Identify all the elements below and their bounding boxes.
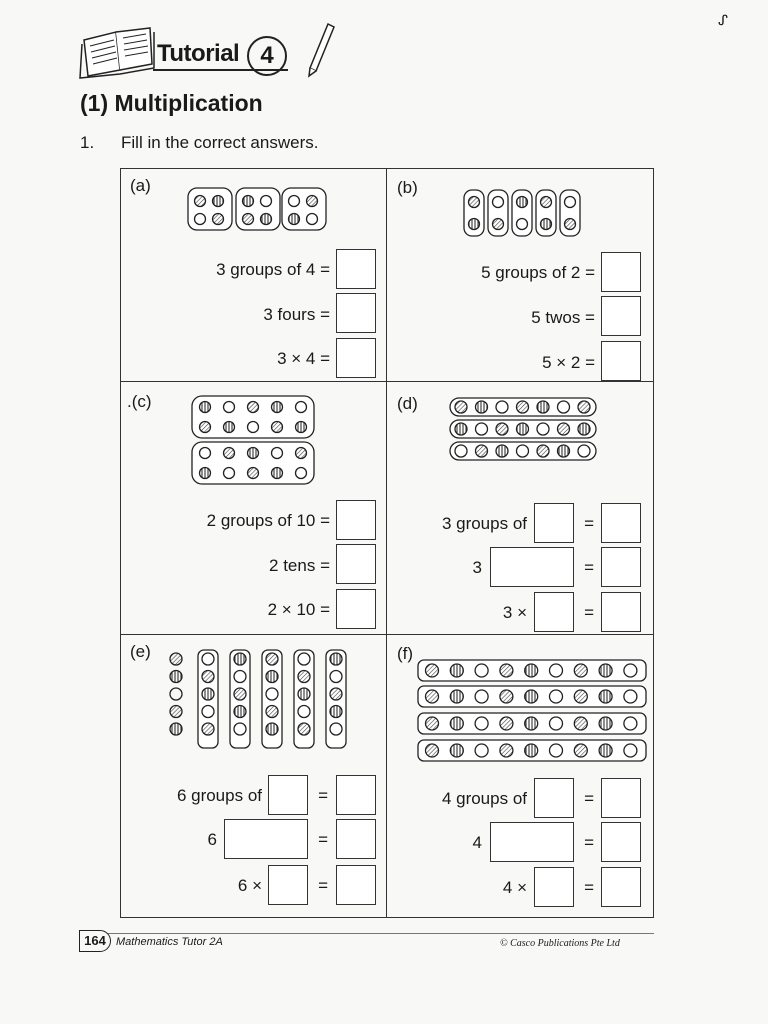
answer-a3-box[interactable] — [336, 338, 376, 378]
cell-b-line3: 5 × 2 = — [542, 353, 595, 372]
answer-c1-box[interactable] — [336, 500, 376, 540]
counter-dot — [525, 744, 538, 757]
counter-dot — [599, 717, 612, 730]
cell-a-line2: 3 fours = — [263, 305, 330, 324]
cell-a-line3: 3 × 4 = — [277, 349, 330, 368]
answer-f6-box[interactable] — [601, 867, 641, 907]
cell-d-line1: 3 groups of — [441, 514, 527, 533]
counter-dot — [266, 706, 278, 718]
cell-d-eq2: = — [584, 558, 594, 577]
cell-d-eq1: = — [584, 514, 594, 533]
counter-dot — [599, 664, 612, 677]
counter-dot — [476, 401, 488, 413]
counter-dot — [272, 468, 283, 479]
counter-dot — [195, 196, 206, 207]
counter-dot — [307, 196, 318, 207]
answer-d1-box[interactable] — [534, 503, 574, 543]
group-frame — [236, 188, 280, 230]
pencil-mark: ᔑ — [718, 12, 728, 28]
counter-dot — [496, 445, 508, 457]
counter-dot — [578, 401, 590, 413]
counter-dot — [298, 723, 310, 735]
counter-dot — [330, 706, 342, 718]
answer-c2-box[interactable] — [336, 544, 376, 584]
counter-dot — [599, 744, 612, 757]
counter-dot — [234, 706, 246, 718]
answer-e4-box[interactable] — [336, 819, 376, 859]
cell-f-line3: 4 × — [502, 878, 527, 897]
counter-dot — [574, 690, 587, 703]
counter-dot — [525, 664, 538, 677]
counter-dot — [517, 197, 528, 208]
counter-dot — [578, 423, 590, 435]
counter-dot — [234, 653, 246, 665]
cell-b-label: (b) — [397, 178, 418, 197]
counter-dot — [298, 671, 310, 683]
counter-dot — [289, 214, 300, 225]
cell-c-line1: 2 groups of 10 = — [206, 511, 330, 530]
counter-dot — [202, 723, 214, 735]
answer-e1-box[interactable] — [268, 775, 308, 815]
cell-d-label: (d) — [397, 394, 418, 413]
counter-dot — [469, 197, 480, 208]
counter-dot — [266, 671, 278, 683]
group-frame — [282, 188, 326, 230]
cell-d-eq3: = — [584, 603, 594, 622]
answer-a2-box[interactable] — [336, 293, 376, 333]
cell-e-label: (e) — [130, 642, 151, 661]
cell-f-eq3: = — [584, 878, 594, 897]
cell-c-label: .(c) — [127, 392, 152, 411]
answer-b3-box[interactable] — [601, 341, 641, 381]
counter-dot — [248, 448, 259, 459]
counter-dot — [296, 422, 307, 433]
counter-dot — [469, 219, 480, 230]
counter-dot — [170, 671, 182, 683]
counter-dot — [330, 653, 342, 665]
tutorial-title: Tutorial — [157, 40, 240, 67]
tutorial-number: 4 — [247, 36, 287, 76]
cell-f-eq2: = — [584, 833, 594, 852]
counter-dot — [243, 214, 254, 225]
counter-dot — [202, 688, 214, 700]
counter-dot — [541, 219, 552, 230]
counter-dot — [517, 401, 529, 413]
answer-f2-box[interactable] — [601, 778, 641, 818]
counter-dot — [200, 468, 211, 479]
counter-dot — [525, 717, 538, 730]
counter-dot — [500, 690, 513, 703]
cell-e-eq3: = — [318, 876, 328, 895]
counter-dot — [426, 664, 439, 677]
counter-dot — [224, 448, 235, 459]
counter-dot — [213, 214, 224, 225]
counter-dot — [234, 688, 246, 700]
answer-f4-box[interactable] — [601, 822, 641, 862]
counter-dot — [272, 402, 283, 413]
book-title: Mathematics Tutor 2A — [116, 936, 223, 948]
cell-e-line2: 6 — [207, 830, 217, 849]
answer-d4-box[interactable] — [601, 547, 641, 587]
counter-dot — [330, 688, 342, 700]
counter-dot — [558, 423, 570, 435]
answer-d2-box[interactable] — [601, 503, 641, 543]
cell-d-line3: 3 × — [502, 603, 527, 622]
counter-dot — [426, 690, 439, 703]
counter-dot — [272, 422, 283, 433]
answer-f3-wide-box[interactable] — [490, 822, 574, 862]
cell-e-line1: 6 groups of — [176, 786, 262, 805]
cell-f-eq1: = — [584, 789, 594, 808]
counter-dot — [170, 688, 182, 700]
counter-dot — [525, 690, 538, 703]
counter-dot — [574, 717, 587, 730]
answer-e5-box[interactable] — [268, 865, 308, 905]
counter-dot — [298, 688, 310, 700]
counter-dot — [248, 402, 259, 413]
cell-f-line1: 4 groups of — [441, 789, 527, 808]
cell-a-line1: 3 groups of 4 = — [216, 260, 330, 279]
counter-dot — [450, 690, 463, 703]
group-frame — [188, 188, 232, 230]
answer-f5-box[interactable] — [534, 867, 574, 907]
counter-dot — [224, 422, 235, 433]
footer-rule — [80, 933, 654, 934]
cell-f-line2: 4 — [472, 833, 482, 852]
open-book-icon — [80, 28, 154, 78]
counter-dot — [574, 664, 587, 677]
counter-dot — [170, 723, 182, 735]
cell-c-line3: 2 × 10 = — [267, 600, 330, 619]
counter-dot — [574, 744, 587, 757]
page-number: 164 — [79, 930, 111, 952]
counter-dot — [202, 671, 214, 683]
counter-dot — [599, 690, 612, 703]
answer-b1-box[interactable] — [601, 252, 641, 292]
counter-dot — [266, 723, 278, 735]
counter-dot — [200, 422, 211, 433]
counter-dot — [450, 664, 463, 677]
header-underline — [153, 69, 288, 71]
counter-dot — [213, 196, 224, 207]
answer-a1-box[interactable] — [336, 249, 376, 289]
cell-c-line2: 2 tens = — [269, 556, 330, 575]
question-number: 1. — [80, 133, 95, 152]
counter-dot — [517, 423, 529, 435]
question-text: Fill in the correct answers. — [121, 133, 319, 152]
counter-dot — [170, 706, 182, 718]
answer-f1-box[interactable] — [534, 778, 574, 818]
counter-dot — [170, 653, 182, 665]
counter-dot — [426, 744, 439, 757]
cell-b-line2: 5 twos = — [531, 308, 595, 327]
counter-dot — [455, 423, 467, 435]
counter-dot — [493, 219, 504, 230]
cell-b-line1: 5 groups of 2 = — [481, 263, 595, 282]
counter-dot — [537, 445, 549, 457]
cell-a-label: (a) — [130, 176, 151, 195]
cell-e-line3: 6 × — [237, 876, 262, 895]
answer-e3-wide-box[interactable] — [224, 819, 308, 859]
counter-dot — [541, 197, 552, 208]
section-title: (1) Multiplication — [80, 90, 263, 116]
publisher-credit: © Casco Publications Pte Ltd — [500, 938, 620, 949]
cell-e-eq2: = — [318, 830, 328, 849]
answer-c3-box[interactable] — [336, 589, 376, 629]
counter-dot — [476, 445, 488, 457]
counter-dot — [266, 653, 278, 665]
answer-d5-box[interactable] — [534, 592, 574, 632]
counter-dot — [200, 402, 211, 413]
counter-dot — [500, 664, 513, 677]
counter-dot — [243, 196, 254, 207]
answer-d6-box[interactable] — [601, 592, 641, 632]
cell-f-label: (f) — [397, 644, 414, 663]
answer-e6-box[interactable] — [336, 865, 376, 905]
counter-dot — [248, 468, 259, 479]
counter-dot — [496, 423, 508, 435]
answer-e2-box[interactable] — [336, 775, 376, 815]
counter-dot — [455, 401, 467, 413]
cell-d-line2: 3 — [472, 558, 482, 577]
answer-d3-wide-box[interactable] — [490, 547, 574, 587]
counter-dot — [426, 717, 439, 730]
counter-dot — [261, 214, 272, 225]
counter-dot — [450, 717, 463, 730]
cell-e-eq1: = — [318, 786, 328, 805]
counter-dot — [296, 448, 307, 459]
counter-dot — [565, 219, 576, 230]
pencil-icon — [309, 24, 334, 76]
counter-dot — [537, 401, 549, 413]
counter-dot — [500, 717, 513, 730]
counter-dot — [500, 744, 513, 757]
counter-dot — [558, 445, 570, 457]
counter-dot — [450, 744, 463, 757]
answer-b2-box[interactable] — [601, 296, 641, 336]
